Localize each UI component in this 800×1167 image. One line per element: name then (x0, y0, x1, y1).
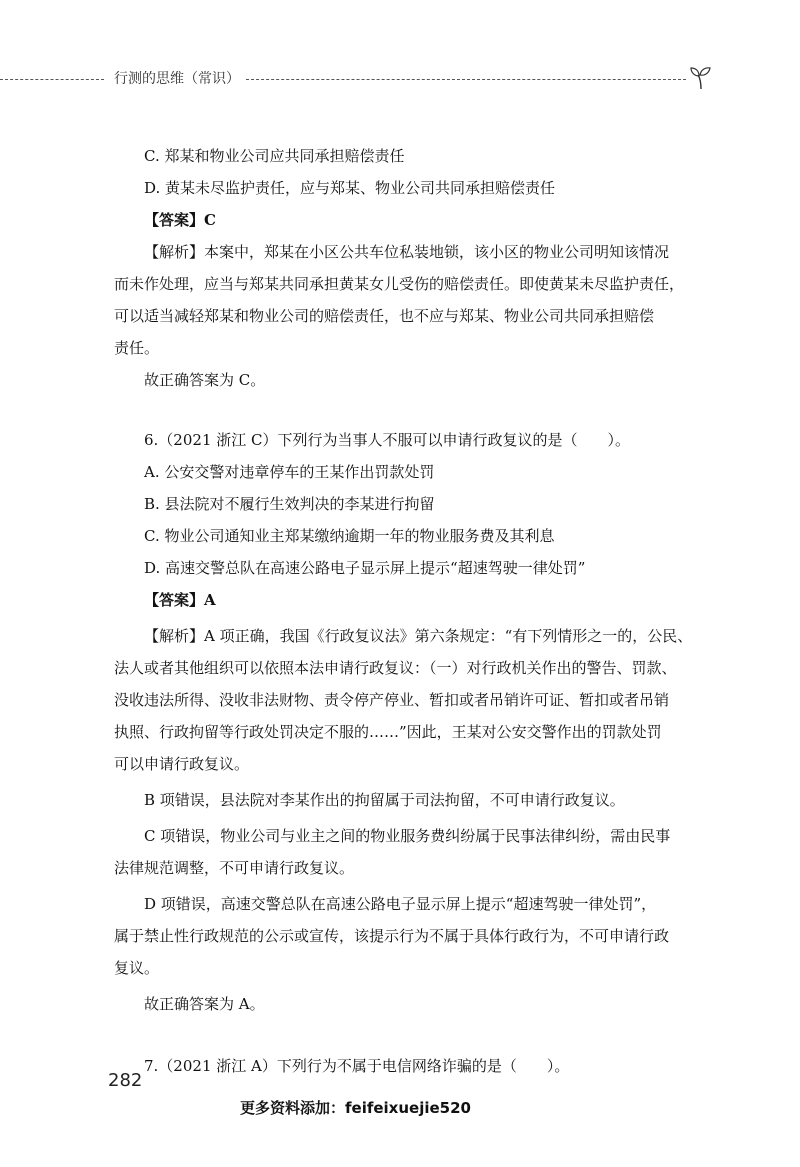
analysis-line: 执照、行政拘留等行政处罚决定不服的……”因此，王某对公安交警作出的罚款处罚 (114, 723, 662, 741)
conclusion-line: 故正确答案为 A。 (144, 995, 265, 1013)
option-c: C. 郑某和物业公司应共同承担赔偿责任 (144, 147, 405, 165)
analysis-c-cont: 法律规范调整，不可申请行政复议。 (114, 859, 355, 877)
footer-watermark: 更多资料添加：feifeixuejie520 (240, 1099, 471, 1117)
option-c: C. 物业公司通知业主郑某缴纳逾期一年的物业服务费及其利息 (144, 527, 555, 545)
answer-label: 【答案】C (144, 211, 216, 229)
page-number: 282 (108, 1070, 143, 1091)
question-6: 6.（2021 浙江 C）下列行为当事人不服可以申请行政复议的是（ ）。 (144, 431, 631, 449)
analysis-b: B 项错误，县法院对李某作出的拘留属于司法拘留，不可申请行政复议。 (144, 791, 625, 809)
analysis-c: C 项错误，物业公司与业主之间的物业服务费纠纷属于民事法律纠纷，需由民事 (144, 827, 671, 845)
option-d: D. 高速交警总队在高速公路电子显示屏上提示“超速驾驶一律处罚” (144, 559, 586, 577)
analysis-line: 没收违法所得、没收非法财物、责令停产停业、暂扣或者吊销许可证、暂扣或者吊销 (114, 691, 670, 709)
analysis-line: 可以适当减轻郑某和物业公司的赔偿责任，也不应与郑某、物业公司共同承担赔偿 (114, 307, 655, 325)
conclusion-line: 故正确答案为 C。 (144, 371, 266, 389)
running-header (0, 64, 800, 94)
analysis-d: D 项错误，高速交警总队在高速公路电子显示屏上提示“超速驾驶一律处罚”， (144, 895, 657, 913)
option-d: D. 黄某未尽监护责任，应与郑某、物业公司共同承担赔偿责任 (144, 179, 556, 197)
question-7: 7.（2021 浙江 A）下列行为不属于电信网络诈骗的是（ ）。 (144, 1057, 570, 1075)
header-rule-right (246, 79, 686, 80)
analysis-line: 【解析】本案中，郑某在小区公共车位私装地锁，该小区的物业公司明知该情况 (144, 243, 670, 261)
analysis-line: 法人或者其他组织可以依照本法申请行政复议：（一）对行政机关作出的警告、罚款、 (114, 659, 677, 677)
analysis-line: 【解析】A 项正确，我国《行政复议法》第六条规定：“有下列情形之一的，公民、 (144, 627, 693, 645)
analysis-d-cont: 属于禁止性行政规范的公示或宣传，该提示行为不属于具体行政行为，不可申请行政 (114, 927, 670, 945)
answer-label: 【答案】A (144, 591, 216, 609)
option-a: A. 公安交警对违章停车的王某作出罚款处罚 (144, 463, 435, 481)
option-b: B. 县法院对不履行生效判决的李某进行拘留 (144, 495, 435, 513)
sprout-icon (688, 64, 714, 90)
analysis-d-cont: 复议。 (114, 959, 160, 977)
header-rule-left (0, 79, 104, 80)
analysis-line: 责任。 (114, 339, 160, 357)
analysis-line: 可以申请行政复议。 (114, 755, 250, 773)
header-title: 行测的思维（常识） (114, 71, 240, 87)
analysis-line: 而未作处理，应当与郑某共同承担黄某女儿受伤的赔偿责任。即使黄某未尽监护责任， (114, 275, 685, 293)
